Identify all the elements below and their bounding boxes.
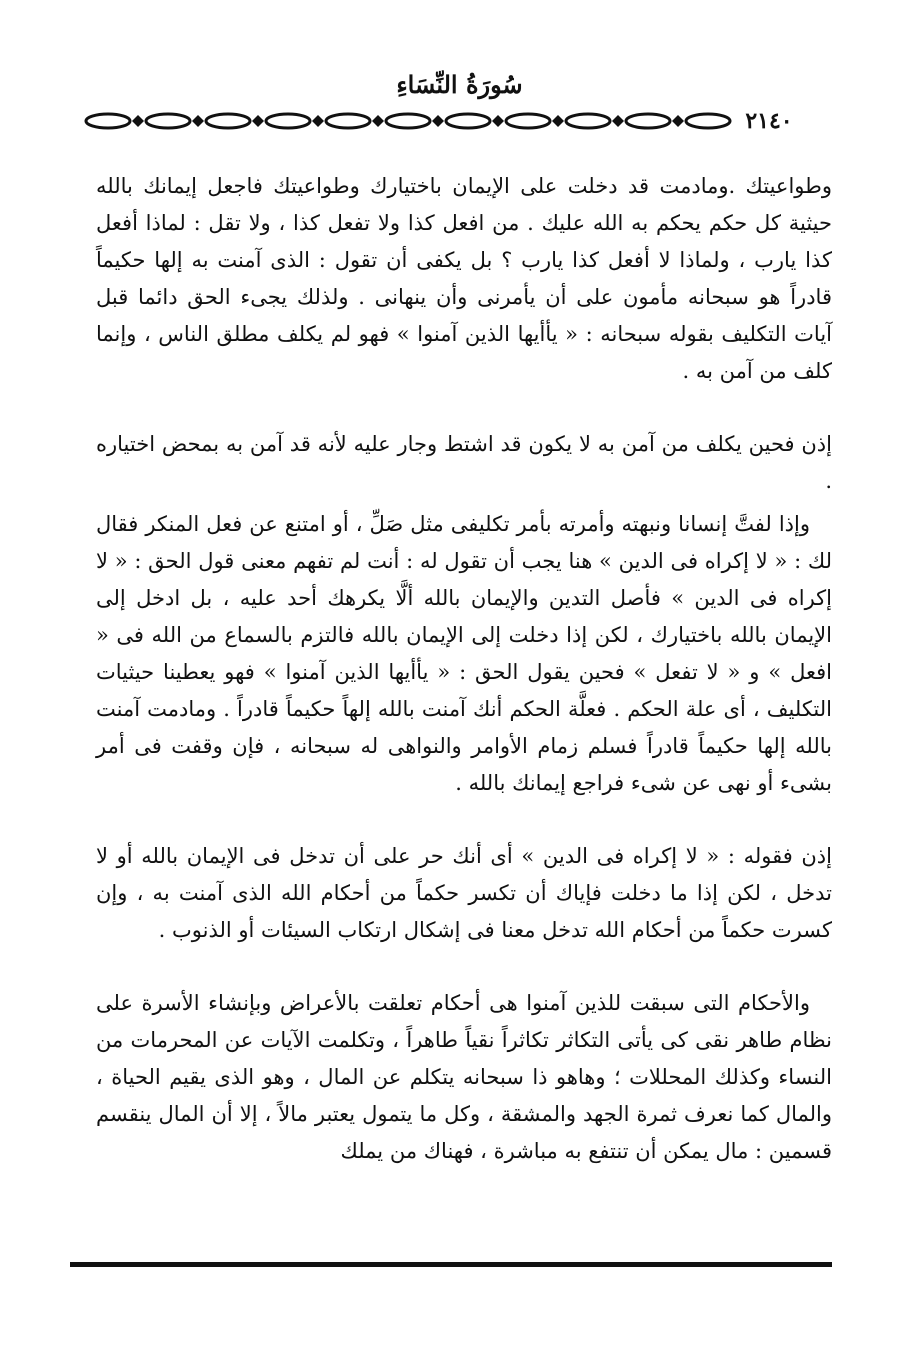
surah-title: سُورَةُ النِّسَاءِ: [396, 70, 523, 99]
ornament-diamond: [192, 115, 204, 127]
ornament-oval: [86, 114, 130, 128]
ornament-oval: [686, 114, 730, 128]
paragraph-2: إذن فحين يكلف من آمن به لا يكون قد اشتط وجار عليه لأنه قد آمن به بمحض اختياره .: [96, 432, 832, 493]
ornament-diamond: [492, 115, 504, 127]
ornament-oval: [626, 114, 670, 128]
page-body: [96, 168, 832, 1170]
header-ornament: [84, 104, 838, 138]
ornament-diamond: [672, 115, 684, 127]
ornament-oval: [446, 114, 490, 128]
ornament-diamond: [432, 115, 444, 127]
ornament-oval: [566, 114, 610, 128]
ornament-diamond: [612, 115, 624, 127]
ornament-diamond: [252, 115, 264, 127]
ornament-oval: [326, 114, 370, 128]
ornament-oval: [506, 114, 550, 128]
paragraph-1: وطواعيتك .ومادمت قد دخلت على الإيمان باختيارك وطواعيتك فاجعل إيمانك بالله حيثية كل حكم يحكم به الله عليك . من افعل كذا ولا تفعل كذا ، ولا تقل : لماذا أفعل كذا يارب ، ولماذا لا أفعل كذا يارب ؟ بل يكفى أن تقول : الذى آمنت به إلها حكيماً قادراً هو سبحانه مأمون على أن يأمرنى وأن ينهانى . ولذلك يجىء الحق دائما قبل آيات التكليف بقوله سبحانه : « يأأيها الذين آمنوا » فهو لم يكلف مطلق الناس ، وإنما كلف من آمن به .: [96, 174, 832, 383]
ornament-chain-icon: [84, 104, 838, 138]
ornament-oval: [386, 114, 430, 128]
ornament-oval: [146, 114, 190, 128]
paragraph-4: إذن فقوله : « لا إكراه فى الدين » أى أنك حر على أن تدخل فى الإيمان بالله أو لا تدخل ، لكن إذا ما دخلت فإياك أن تكسر حكماً من أحكام الله الذى آمنت به ، وإن كسرت حكماً من أحكام الله تدخل معنا فى إشكال ارتكاب السيئات أو الذنوب .: [96, 844, 832, 942]
ornament-oval: [266, 114, 310, 128]
paragraph-3: وإذا لفتَّ إنسانا ونبهته وأمرته بأمر تكليفى مثل صَلِّ ، أو امتنع عن فعل المنكر فقال لك : « لا إكراه فى الدين » هنا يجب أن تقول له : أنت لم تفهم معنى قول الحق : « لا إكراه فى الدين » فأصل التدين والإيمان بالله ألَّا يكرهك أحد عليه ، بل ادخل إلى الإيمان بالله باختيارك ، لكن إذا دخلت إلى الإيمان بالله فالتزم بالسماع من الله فى « افعل » و « لا تفعل » فحين يقول الحق : « يأأيها الذين آمنوا » فهو يعطينا حيثيات التكليف ، أى علة الحكم . فعلَّة الحكم أنك آمنت بالله إلهاً حكيماً قادراً . ومادمت آمنت بالله إلها حكيماً قادراً فسلم زمام الأوامر والنواهى له سبحانه ، فإن وقفت فى أمر بشىء أو نهى عن شىء فراجع إيمانك بالله .: [96, 512, 832, 795]
paragraph-5: والأحكام التى سبقت للذين آمنوا هى أحكام تعلقت بالأعراض وبإنشاء الأسرة على نظام طاهر نقى كى يأتى التكاثر تكاثراً نقياً طاهراً ، وتكلمت الآيات عن المحرمات من النساء وكذلك المحللات ؛ وهاهو ذا سبحانه يتكلم عن المال ، وهو الذى يقيم الحياة ، والمال كما نعرف ثمرة الجهد والمشقة ، وكل ما يتمول يعتبر مالاً ، إلا أن المال ينقسم قسمين : مال يمكن أن تنتفع به مباشرة ، فهناك من يملك: [96, 991, 832, 1163]
ornament-diamond: [312, 115, 324, 127]
ornament-diamond: [372, 115, 384, 127]
ornament-oval: [206, 114, 250, 128]
ornament-diamond: [552, 115, 564, 127]
ornament-diamond: [132, 115, 144, 127]
footer-rule: [70, 1262, 832, 1267]
page-number: ٢١٤٠: [732, 104, 806, 138]
